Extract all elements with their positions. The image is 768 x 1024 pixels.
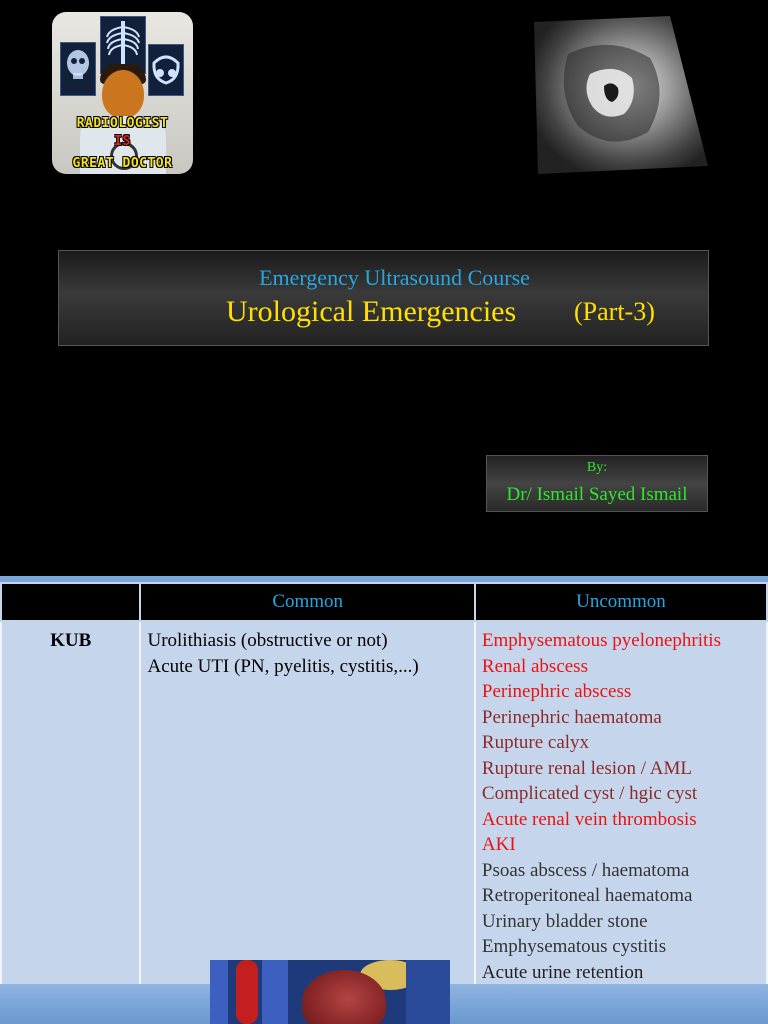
common-cell [140, 621, 474, 991]
emergencies-table [0, 582, 768, 992]
header-uncommon: Uncommon [475, 583, 767, 621]
list-item: Rupture renal lesion / AML [481, 757, 692, 779]
logo-text-line1: RADIOLOGIST [76, 116, 169, 131]
logo-text-line3: GREAT DOCTOR [72, 156, 173, 171]
row-label-kub: KUB [1, 621, 140, 991]
by-label: By: [586, 460, 608, 475]
list-item: Urinary bladder stone [481, 910, 648, 932]
list-item: Psoas abscess / haematoma [481, 859, 690, 881]
doctor-face [102, 70, 144, 118]
presentation-title: Urological Emergencies [226, 295, 517, 328]
kidney-anatomy-image [210, 960, 450, 1024]
list-item: Perinephric haematoma [481, 706, 662, 728]
pelvis-xray-icon [148, 44, 184, 96]
list-item: Retroperitoneal haematoma [481, 885, 693, 906]
list-item: Renal abscess [481, 655, 588, 677]
list-item: Urolithiasis (obstructive or not) [147, 630, 388, 651]
list-item: AKI [481, 834, 516, 855]
list-item: Acute renal vein thrombosis [481, 808, 697, 830]
course-name: Emergency Ultrasound Course [259, 265, 530, 290]
header-common: Common [140, 583, 474, 621]
radiologist-logo [52, 12, 193, 174]
list-item: Emphysematous pyelonephritis [481, 630, 721, 651]
table-row [1, 621, 767, 991]
list-item: Complicated cyst / hgic cyst [481, 783, 698, 804]
author-box [486, 455, 708, 512]
skull-xray-icon [60, 42, 96, 96]
author-name: Dr/ Ismail Sayed Ismail [506, 484, 688, 505]
logo-text-line2: IS [114, 134, 131, 149]
table-header-row [1, 583, 767, 621]
list-item: Acute urine retention [481, 961, 644, 983]
emergencies-table-slide [0, 576, 768, 1024]
header-blank [1, 583, 140, 621]
list-item: Rupture calyx [481, 732, 590, 753]
list-item: Perinephric abscess [481, 681, 632, 702]
part-label: (Part-3) [574, 297, 655, 326]
uncommon-cell [475, 621, 767, 991]
kidney-ultrasound-image [520, 14, 708, 174]
list-item: Emphysematous cystitis [481, 936, 667, 957]
title-banner [58, 250, 709, 346]
list-item: Acute UTI (PN, pyelitis, cystitis,...) [147, 655, 419, 677]
